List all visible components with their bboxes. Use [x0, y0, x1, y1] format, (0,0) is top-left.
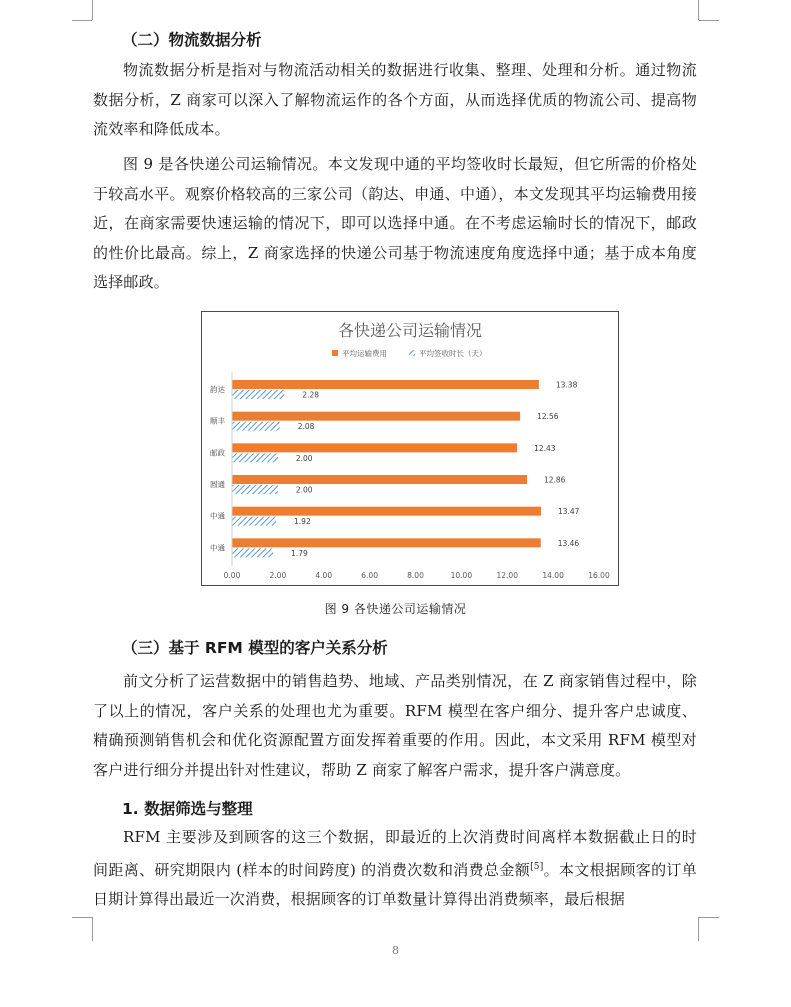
x-tick-label: 2.00	[269, 571, 287, 580]
x-tick-label: 14.00	[542, 571, 564, 580]
legend-label-days: 平均签收时长（天）	[419, 349, 487, 358]
bar-fee	[232, 475, 527, 484]
crop-mark-top-right-v	[698, 0, 699, 20]
data-label-days: 1.79	[291, 548, 308, 558]
data-label-fee: 13.38	[555, 380, 578, 390]
paragraph-logistics-intro: 物流数据分析是指对与物流活动相关的数据进行收集、整理、处理和分析。通过物流数据分析，Z 商家可以深入了解物流运作的各个方面，从而选择优质的物流公司、提高物流效率和降低成本。	[93, 61, 697, 138]
bar-days	[232, 485, 278, 494]
bar-days	[232, 422, 280, 431]
legend-swatch-fee	[332, 350, 338, 356]
x-tick-label: 4.00	[315, 571, 333, 580]
citation-ref-5[interactable]: [5]	[530, 861, 544, 872]
chart-legend	[332, 348, 487, 358]
paragraph-rfm-data	[93, 823, 697, 915]
bar-fee	[232, 412, 520, 421]
data-label-fee: 12.86	[543, 475, 566, 485]
section-heading-rfm: （三）基于 RFM 模型的客户关系分析	[122, 639, 388, 657]
data-label-fee: 13.47	[557, 507, 580, 517]
page-number: 8	[392, 944, 399, 957]
legend-swatch-days	[409, 350, 415, 356]
category-label: 顺丰	[210, 416, 225, 426]
category-label: 中通	[210, 511, 225, 521]
crop-mark-top-right-h	[699, 20, 719, 21]
x-tick-label: 8.00	[407, 571, 424, 580]
data-label-fee: 13.46	[557, 538, 580, 548]
crop-mark-bottom-right-v	[698, 917, 699, 941]
data-label-days: 2.28	[302, 390, 320, 400]
category-label: 韵达	[210, 385, 225, 394]
bar-days	[232, 390, 284, 399]
section-heading-logistics: （二）物流数据分析	[122, 31, 262, 49]
x-tick-label: 6.00	[361, 571, 378, 580]
x-tick-label: 10.00	[450, 571, 473, 580]
category-label: 邮政	[210, 448, 225, 458]
paragraph-rfm-data-tail: 。本文根据顾客的订单日期计算得出最近一次消费，根据顾客的订单数量计算得出消费频率，最后根据	[93, 860, 697, 908]
chart-title: 各快递公司运输情况	[337, 321, 483, 340]
category-label: 圆通	[210, 480, 225, 489]
bar-days	[232, 453, 278, 462]
paragraph-figure9-analysis: 图 9 是各快递公司运输情况。本文发现中通的平均签收时长最短，但它所需的价格处于较高水平。观察价格较高的三家公司（韵达、申通、中通），本文发现其平均运输费用接近，在商家需要快速运输的情况下，即可以选择中通。在不考虑运输时长的情况下，邮政的性价比最高。综上，Z 商家选择的快递公司基于物流速度角度选择中通；基于成本角度选择邮政。	[93, 155, 697, 291]
paragraph-rfm-data-main: RFM 主要涉及到顾客的这三个数据，即最近的上次消费时间离样本数据截止日的时间距离、研究期限内 (样本的时间跨度) 的消费次数和消费总金额	[93, 828, 697, 879]
data-label-days: 2.00	[295, 485, 313, 495]
crop-mark-bottom-right-h	[699, 917, 719, 918]
data-label-fee: 12.56	[537, 412, 559, 422]
figure-caption: 图 9 各快递公司运输情况	[324, 602, 467, 616]
bar-days	[232, 517, 276, 526]
crop-mark-bottom-left-v	[92, 917, 93, 941]
x-tick-label: 16.00	[588, 571, 610, 580]
data-label-days: 1.92	[294, 517, 311, 527]
crop-mark-bottom-left-h	[72, 917, 92, 918]
bar-fee	[232, 507, 541, 516]
data-label-days: 2.08	[297, 422, 315, 432]
legend-label-fee: 平均运输费用	[342, 349, 387, 358]
data-label-days: 2.00	[295, 453, 313, 463]
bar-fee	[232, 443, 517, 452]
x-tick-label: 12.00	[496, 571, 518, 580]
bar-days	[232, 548, 273, 557]
paragraph-rfm-intro: 前文分析了运营数据中的销售趋势、地域、产品类别情况，在 Z 商家销售过程中，除了以上的情况，客户关系的处理也尤为重要。RFM 模型在客户细分、提升客户忠诚度、精确预测销售机会和优化资源配置方面发挥着重要的作用。因此，本文采用 RFM 模型对客户进行细分并提出针对性建议，帮助 Z 商家了解客户需求，提升客户满意度。	[93, 672, 697, 779]
logistics-bar-chart	[202, 312, 618, 585]
category-label: 中通	[210, 543, 225, 553]
bar-fee	[232, 538, 541, 547]
x-tick-label: 0.00	[223, 571, 241, 580]
chart-container	[201, 311, 619, 586]
data-label-fee: 12.43	[534, 443, 556, 453]
crop-mark-top-left-v	[92, 0, 93, 20]
subheading-data-filtering: 1. 数据筛选与整理	[122, 800, 253, 818]
bar-fee	[232, 380, 539, 389]
crop-mark-top-left-h	[72, 20, 92, 21]
